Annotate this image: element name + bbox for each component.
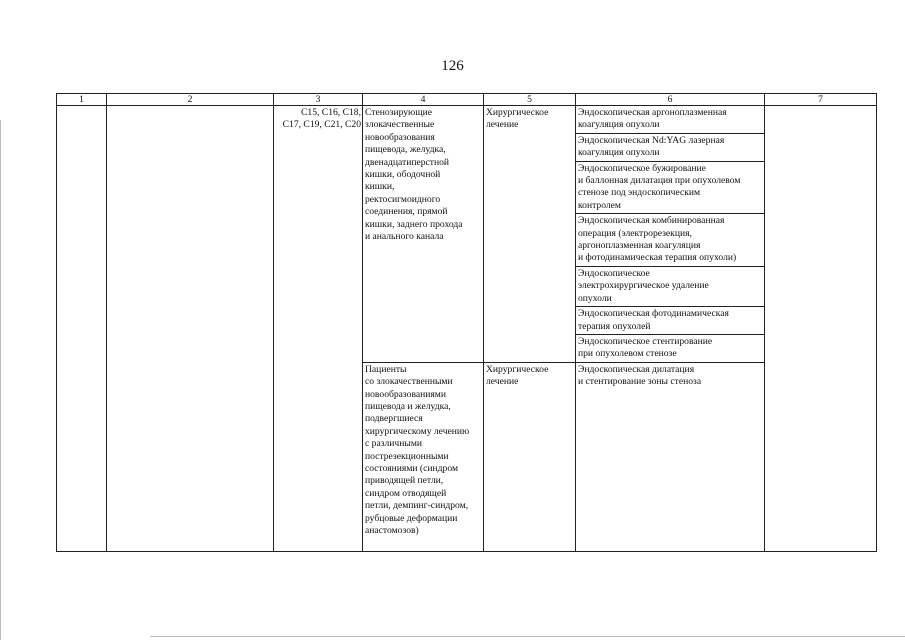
treatment-line: лечение <box>486 119 519 131</box>
model-line: кишки, заднего прохода <box>365 218 463 230</box>
cell-treatment-method <box>576 334 765 362</box>
cell-number <box>57 106 107 552</box>
model-line: кишки, ободочной <box>365 169 441 181</box>
table-row <box>57 106 877 134</box>
cell-profile <box>107 106 274 552</box>
cell-treatment-type <box>484 106 576 363</box>
method-line: Эндоскопическая комбинированная <box>578 215 725 227</box>
cell-treatment-method <box>576 161 765 214</box>
model-line: Пациенты <box>365 363 407 375</box>
cell-treatment-method <box>576 307 765 335</box>
method-line: аргоноплазменная коагуляция <box>578 240 701 252</box>
method-line: электрохирургическое удаление <box>578 280 709 292</box>
model-line: пищевода и желудка, <box>365 400 451 412</box>
method-line: Эндоскопическое стентирование <box>578 335 713 347</box>
model-line: с различными <box>365 438 423 450</box>
method-line: терапия опухолей <box>578 320 651 332</box>
model-line: синдром отводящей <box>365 487 447 499</box>
model-line: и анального канала <box>365 231 444 243</box>
medical-care-table <box>56 93 877 552</box>
method-line: коагуляция опухоли <box>578 119 660 131</box>
method-line: Эндоскопическая дилатация <box>578 363 695 375</box>
cell-treatment-method <box>576 133 765 161</box>
method-line: опухоли <box>578 292 612 304</box>
treatment-line: Хирургическое <box>486 107 549 118</box>
cell-patient-model <box>363 362 484 551</box>
icd-codes-line: C17, C19, C21, C20 <box>282 119 361 131</box>
cell-treatment-method <box>576 214 765 267</box>
method-line: Эндоскопическая аргоноплазменная <box>578 107 727 118</box>
model-line: новообразования <box>365 131 435 143</box>
table-header-row <box>57 94 877 106</box>
method-line: Эндоскопическое <box>578 267 650 279</box>
cell-icd-codes <box>274 106 363 552</box>
method-line: и стентирование зоны стеноза <box>578 376 702 388</box>
column-header: 7 <box>765 94 877 106</box>
column-header: 4 <box>363 94 484 106</box>
method-line: при опухолевом стенозе <box>578 348 677 360</box>
method-line: Эндоскопическая Nd:YAG лазерная <box>578 134 725 146</box>
cell-treatment-method <box>576 362 765 551</box>
model-line: пищевода, желудка, <box>365 144 446 156</box>
model-line: злокачественные <box>365 119 435 131</box>
column-header: 1 <box>57 94 107 106</box>
model-line: Стенозирующие <box>365 107 432 118</box>
column-header: 3 <box>274 94 363 106</box>
cell-treatment-method <box>576 266 765 306</box>
model-line: состояниями (синдром <box>365 462 459 474</box>
cell-patient-model <box>363 106 484 363</box>
model-line: анастомозов) <box>365 525 419 536</box>
method-line: операция (электрорезекция, <box>578 227 692 239</box>
treatment-line: лечение <box>486 376 519 388</box>
cell-treatment-method <box>576 106 765 134</box>
model-line: кишки, <box>365 181 395 193</box>
method-line: контролем <box>578 199 621 211</box>
method-line: и баллонная дилатация при опухолевом <box>578 175 741 187</box>
model-line: со злокачественными <box>365 376 453 388</box>
cell-treatment-type <box>484 362 576 551</box>
treatment-line: Хирургическое <box>486 363 549 375</box>
model-line: двенадцатиперстной <box>365 156 450 168</box>
model-line: хирургическому лечению <box>365 425 470 437</box>
model-line: петли, демпинг-синдром, <box>365 500 469 512</box>
method-line: коагуляция опухоли <box>578 147 660 159</box>
model-line: рубцовые деформации <box>365 512 458 524</box>
method-line: Эндоскопическое бужирование <box>578 162 706 174</box>
model-line: приводящей петли, <box>365 475 444 487</box>
icd-codes-line: C15, C16, C18, <box>301 107 361 118</box>
method-line: Эндоскопическая фотодинамическая <box>578 308 729 320</box>
model-line: соединения, прямой <box>365 206 448 218</box>
model-line: пострезекционными <box>365 450 449 462</box>
model-line: ректосигмоидного <box>365 193 441 205</box>
scan-artifact <box>0 120 1 640</box>
scan-artifact <box>150 636 905 637</box>
cell-norm <box>765 106 877 552</box>
page-number: 126 <box>441 58 464 74</box>
method-line: и фотодинамическая терапия опухоли) <box>578 252 737 264</box>
model-line: подвергшиеся <box>365 413 423 425</box>
column-header: 2 <box>107 94 274 106</box>
column-header: 6 <box>576 94 765 106</box>
method-line: стенозе под эндоскопическим <box>578 187 701 199</box>
column-header: 5 <box>484 94 576 106</box>
model-line: новообразованиями <box>365 388 447 400</box>
